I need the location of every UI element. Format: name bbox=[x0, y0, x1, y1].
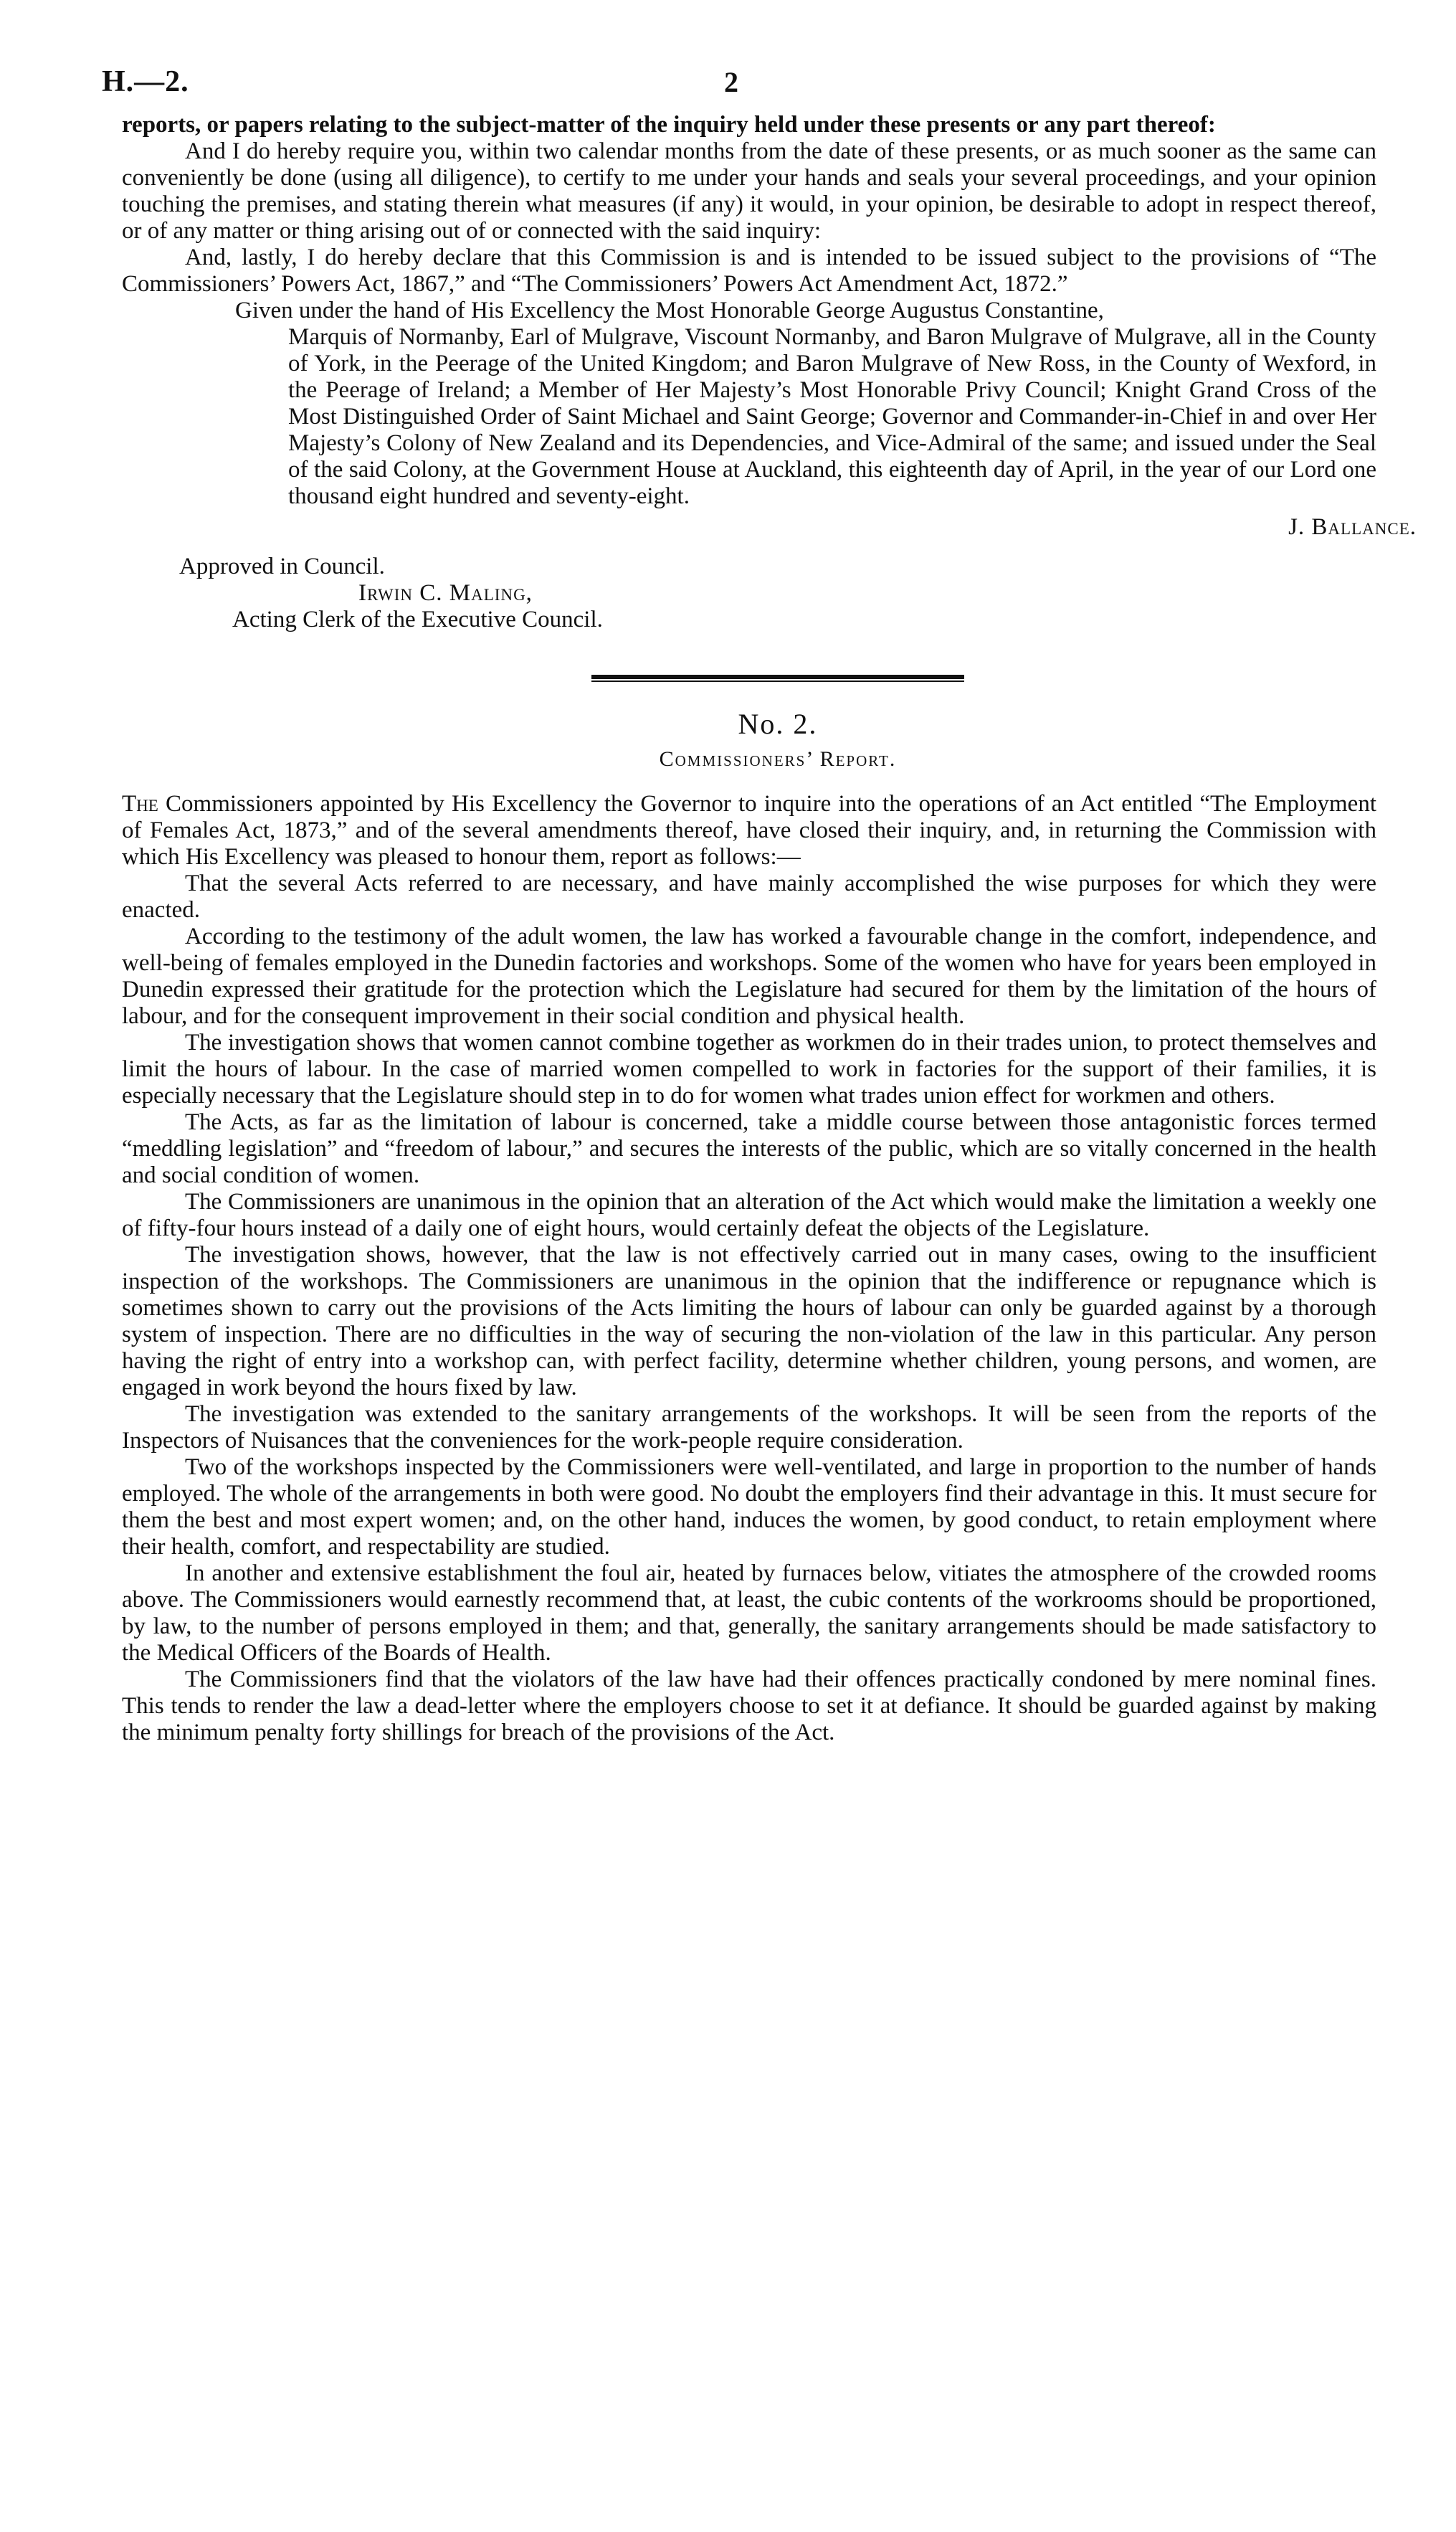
given-first-line: Given under the hand of His Excellency the Most Honorable George Augustus Constantine, bbox=[235, 298, 1104, 323]
report-paragraph-1-text: Commissioners appointed by His Excellency the Governor to inquire into the operations of an Act entitled “The Employment of Females Act, 1873,” and of the several amendments thereof, have closed their inquiry, and, in returning the Commission with which His Excellency was pleased to honour them, report as follows:— bbox=[122, 791, 1376, 870]
approved-in-council: Approved in Council. bbox=[179, 554, 385, 579]
document-page bbox=[102, 65, 1417, 1746]
report-paragraph-7: The investigation shows, however, that the law is not effectively carried out in many cases, owing to the insufficient inspection of the workshops. The Commissioners are unanimous in the opinion that the indifference or repugnance which is sometimes shown to carry out the provisions of the Acts limiting the hours of labour can only be guarded against by a thorough system of inspection. There are no difficulties in the way of securing the non-violation of the law in this particular. Any person having the right of entry into a workshop can, with perfect facility, determine whether children, young persons, and women, are engaged in work beyond the hours fixed by law. bbox=[122, 1242, 1376, 1400]
report-paragraph-1 bbox=[122, 791, 1376, 871]
clerk-title: Acting Clerk of the Executive Council. bbox=[232, 607, 603, 632]
report-paragraph-5: The Acts, as far as the limitation of labour is concerned, take a middle course between those antagonistic forces termed “meddling legislation” and “freedom of labour,” and secures the interests of the public, which are so vitally concerned in the health and social condition of women. bbox=[122, 1109, 1376, 1188]
report-paragraph-10: In another and extensive establishment the foul air, heated by furnaces below, vitiates the atmosphere of the crowded rooms above. The Commissioners would earnestly recommend that, at least, the cubic contents of the workrooms should be proportioned, by law, to the number of persons employed in them; and that, generally, the sanitary arrangements should be made satisfactory to the Medical Officers of the Boards of Health. bbox=[122, 1560, 1376, 1666]
page-number: 2 bbox=[724, 66, 738, 98]
section-divider bbox=[591, 675, 964, 679]
section-title: Commissioners’ Report. bbox=[659, 747, 897, 771]
intro-paragraph-1: reports, or papers relating to the subject-matter of the inquiry held under these presents or any part thereof: bbox=[122, 112, 1216, 138]
report-lead-word: The bbox=[122, 791, 158, 817]
intro-paragraph-2: And I do hereby require you, within two calendar months from the date of these presents, or as much sooner as the same can conveniently be done (using all diligence), to certify to me under your hands and seals your several proceedings, and your opinion touching the premises, and stating therein what measures (if any) it would, in your opinion, be desirable to adopt in respect thereof, or of any matter or thing arising out of or connected with the said inquiry: bbox=[122, 138, 1376, 244]
section-divider-thin bbox=[591, 681, 964, 682]
document-reference: H.—2. bbox=[102, 65, 189, 98]
signature: J. Ballance. bbox=[1288, 514, 1417, 540]
clerk-name: Irwin C. Maling, bbox=[358, 580, 533, 606]
section-number: No. 2. bbox=[738, 708, 818, 740]
report-paragraph-2: That the several Acts referred to are necessary, and have mainly accomplished the wise purposes for which they were enacted. bbox=[122, 871, 1376, 923]
report-paragraph-11: The Commissioners find that the violators of the law have had their offences practically condoned by mere nominal fines. This tends to render the law a dead-letter where the employers choose to set it at defiance. It should be guarded against by making the minimum penalty forty shillings for breach of the provisions of the Act. bbox=[122, 1666, 1376, 1745]
intro-paragraph-3: And, lastly, I do hereby declare that this Commission is and is intended to be issued subject to the provisions of “The Commissioners’ Powers Act, 1867,” and “The Commissioners’ Powers Act Amendment Act, 1872.” bbox=[122, 245, 1376, 297]
report-paragraph-8: The investigation was extended to the sanitary arrangements of the workshops. It will be seen from the reports of the Inspectors of Nuisances that the conveniences for the work-people require consideration. bbox=[122, 1401, 1376, 1454]
report-paragraph-6: The Commissioners are unanimous in the opinion that an alteration of the Act which would make the limitation a weekly one of fifty-four hours instead of a daily one of eight hours, would certainly defeat the objects of the Legislature. bbox=[122, 1189, 1376, 1241]
report-paragraph-9: Two of the workshops inspected by the Commissioners were well-ventilated, and large in proportion to the number of hands employed. The whole of the arrangements in both were good. No doubt the employers find their advantage in this. It must secure for them the best and most expert women; and, on the other hand, induces the women, by good conduct, to retain employment where their health, comfort, and respectability are studied. bbox=[122, 1454, 1376, 1560]
report-paragraph-4: The investigation shows that women cannot combine together as workmen do in their trades union, to protect themselves and limit the hours of labour. In the case of married women compelled to work in factories for the support of their families, it is especially necessary that the Legislature should step in to do for women what trades union effect for workmen and others. bbox=[122, 1030, 1376, 1109]
given-under-hand-block bbox=[235, 298, 1376, 510]
page-header bbox=[102, 65, 1376, 112]
given-continuation: Marquis of Normanby, Earl of Mulgrave, Viscount Normanby, and Baron Mulgrave of Mulgrave, all in the County of York, in the Peerage of the United Kingdom; and Baron Mulgrave of New Ross, in the County of Wexford, in the Peerage of Ireland; a Member of Her Majesty’s Most Honorable Privy Council; Knight Grand Cross of the Most Distinguished Order of Saint Michael and Saint George; Governor and Commander-in-Chief in and over Her Majesty’s Colony of New Zealand and its Dependencies, and Vice-Admiral of the same; and issued under the Seal of the said Colony, at the Government House at Auckland, this eighteenth day of April, in the year of our Lord one thousand eight hundred and seventy-eight. bbox=[288, 324, 1376, 509]
report-paragraph-3: According to the testimony of the adult women, the law has worked a favourable change in the comfort, independence, and well-being of females employed in the Dunedin factories and workshops. Some of the women who have for years been employed in Dunedin expressed their gratitude for the protection which the Legislature had secured for them by the limitation of the hours of labour, and for the consequent improvement in their social condition and physical health. bbox=[122, 924, 1376, 1029]
